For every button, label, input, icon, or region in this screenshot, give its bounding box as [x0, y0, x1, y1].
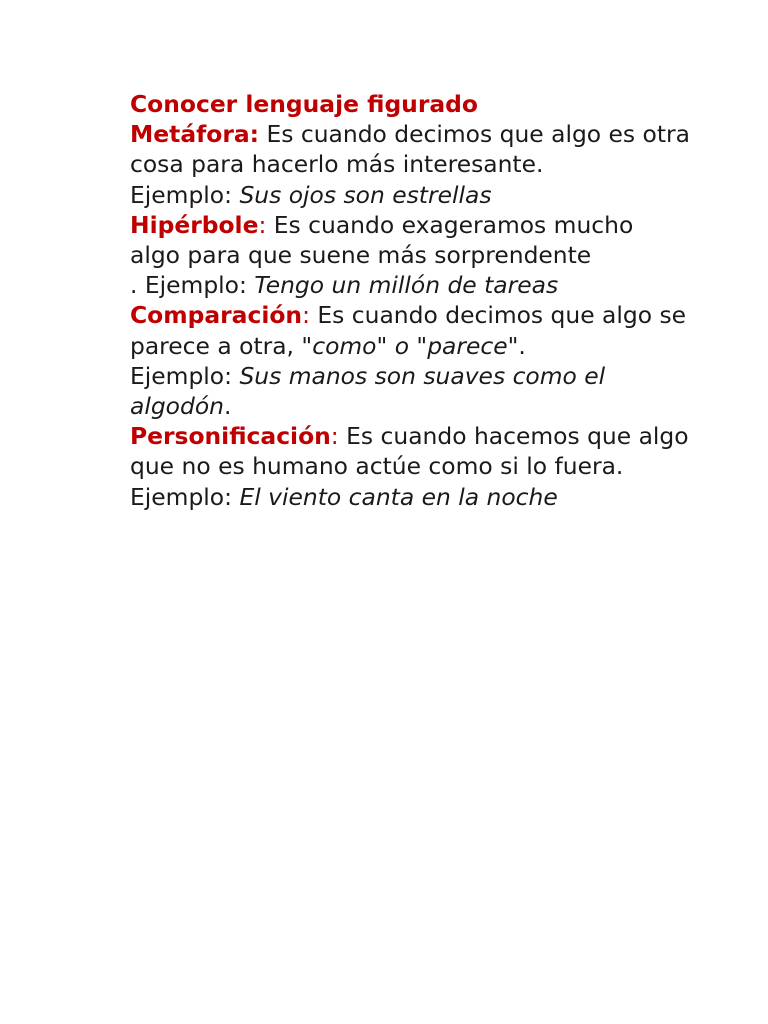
- comparacion-quote-mid: ": [376, 331, 395, 360]
- personificacion-definition: [130, 421, 690, 481]
- comparacion-word-como: como: [312, 331, 377, 360]
- comparacion-example: [130, 361, 690, 421]
- personificacion-term: Personificación: [130, 422, 331, 451]
- personificacion-example: [130, 482, 690, 512]
- document-page: [130, 89, 690, 512]
- comparacion-word-parece: parece: [427, 331, 508, 360]
- comparacion-def-start: Es cuando decimos que algo se parece a otra, ": [130, 301, 687, 360]
- metafora-definition: [130, 119, 690, 179]
- metafora-example-label: Ejemplo:: [130, 180, 240, 209]
- personificacion-example-text: El viento canta en la noche: [239, 482, 558, 511]
- comparacion-colon: :: [302, 301, 310, 330]
- metafora-def-text: Es cuando decimos que algo es otra cosa para hacerlo más interesante.: [130, 120, 690, 179]
- comparacion-example-text: Sus manos son suaves como el algodón: [130, 361, 606, 421]
- hiperbole-example-label: . Ejemplo:: [130, 271, 255, 300]
- hiperbole-example: [130, 270, 690, 300]
- personificacion-example-label: Ejemplo:: [130, 482, 240, 511]
- hiperbole-example-text: Tengo un millón de tareas: [254, 271, 559, 300]
- comparacion-term: Comparación: [130, 301, 303, 330]
- metafora-example: [130, 180, 690, 210]
- comparacion-quote-open: ": [409, 331, 428, 360]
- personificacion-colon: :: [330, 422, 339, 451]
- comparacion-def-end: ".: [507, 331, 526, 360]
- hiperbole-colon: :: [258, 210, 267, 239]
- document-title: Conocer lenguaje figurado: [130, 90, 478, 118]
- comparacion-definition: [130, 300, 690, 360]
- metafora-term: Metáfora:: [130, 120, 260, 149]
- hiperbole-term: Hipérbole: [130, 210, 259, 239]
- comparacion-example-label: Ejemplo:: [130, 361, 240, 390]
- hiperbole-definition: [130, 210, 690, 270]
- metafora-example-text: Sus ojos son estrellas: [239, 180, 492, 209]
- hiperbole-def-text: Es cuando exageramos mucho algo para que suene más sorprendente: [130, 210, 634, 270]
- comparacion-word-o: o: [394, 331, 409, 360]
- comparacion-example-end: .: [223, 392, 232, 421]
- personificacion-def-text: Es cuando hacemos que algo que no es humano actúe como si lo fuera.: [130, 422, 689, 481]
